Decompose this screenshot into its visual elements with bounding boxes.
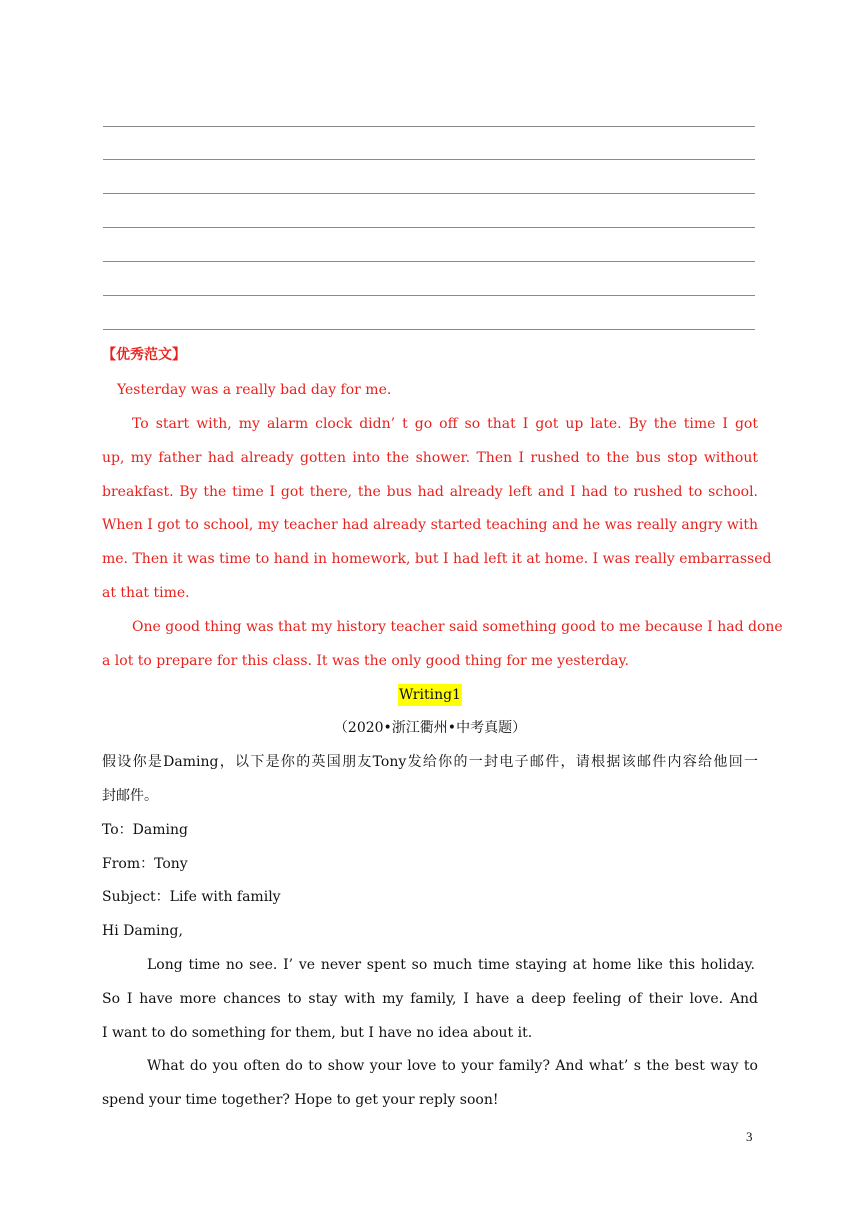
exemplar-line: To start with, my alarm clock didn’ t go off so that I got up late. By the time I got xyxy=(132,416,758,432)
answer-line xyxy=(103,329,755,330)
writing-prompt-line: 封邮件。 xyxy=(102,788,158,804)
exemplar-line: One good thing was that my history teacher said something good to me because I had done xyxy=(132,619,783,635)
email-subject: Subject：Life with family xyxy=(102,889,281,905)
writing-title xyxy=(0,686,860,704)
exemplar-line: up, my father had already gotten into the shower. Then I rushed to the bus stop without xyxy=(102,450,758,466)
exemplar-line: me. Then it was time to hand in homework, but I had left it at home. I was really embarrassed xyxy=(102,551,772,567)
writing-title-text: Writing1 xyxy=(398,684,462,706)
answer-line xyxy=(103,261,755,262)
answer-line xyxy=(103,193,755,194)
answer-line xyxy=(103,295,755,296)
answer-line xyxy=(103,159,755,160)
email-to: To：Daming xyxy=(102,822,188,838)
email-body-line: Long time no see. I’ ve never spent so much time staying at home like this holiday. xyxy=(147,957,755,973)
answer-line xyxy=(103,126,755,127)
email-body-line: What do you often do to show your love to your family? And what’ s the best way to xyxy=(147,1058,758,1074)
writing-prompt-line: 假设你是Daming，以下是你的英国朋友Tony发给你的一封电子邮件，请根据该邮件内容给他回一 xyxy=(102,754,758,770)
writing-source: （2020•浙江衢州•中考真题） xyxy=(333,720,527,736)
exemplar-heading: 【优秀范文】 xyxy=(102,347,186,363)
email-body-line: I want to do something for them, but I have no idea about it. xyxy=(102,1025,533,1041)
exemplar-line: a lot to prepare for this class. It was the only good thing for me yesterday. xyxy=(102,653,629,669)
exemplar-line: at that time. xyxy=(102,585,190,601)
email-body-line: spend your time together? Hope to get your reply soon! xyxy=(102,1092,499,1108)
exemplar-line: When I got to school, my teacher had already started teaching and he was really angry with xyxy=(102,517,758,533)
exemplar-line: Yesterday was a really bad day for me. xyxy=(117,382,392,398)
exemplar-line: breakfast. By the time I got there, the bus had already left and I had to rushed to school. xyxy=(102,484,758,500)
email-body-line: So I have more chances to stay with my family, I have a deep feeling of their love. And xyxy=(102,991,758,1007)
email-from: From：Tony xyxy=(102,856,188,872)
email-greeting: Hi Daming, xyxy=(102,923,183,939)
answer-line xyxy=(103,227,755,228)
page-number: 3 xyxy=(746,1129,753,1144)
